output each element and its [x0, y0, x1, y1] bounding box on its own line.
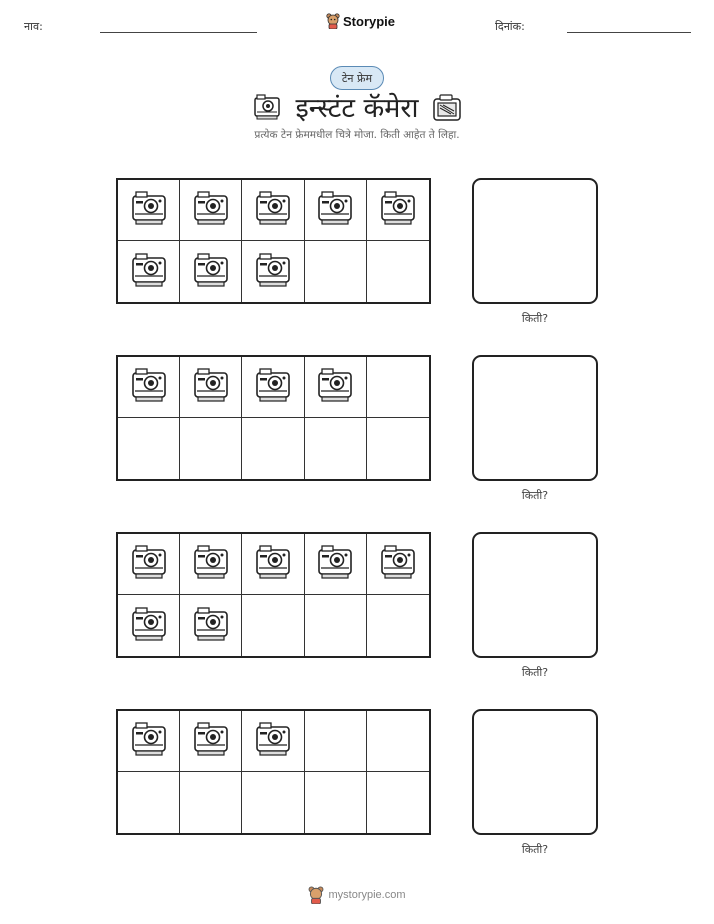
answer-box-1[interactable]: [472, 178, 598, 304]
frame-cell: [367, 357, 429, 418]
frame-cell: [180, 180, 242, 241]
instant-camera-icon: [129, 606, 169, 646]
ten-frame-3: [116, 532, 431, 658]
instant-camera-icon: [191, 252, 231, 292]
instant-camera-icon: [253, 190, 293, 230]
footer-url[interactable]: mystorypie.com: [328, 889, 406, 901]
frame-cell: [118, 595, 180, 656]
frame-cell: [367, 595, 429, 656]
frame-cell: [367, 180, 429, 241]
instant-camera-icon: [129, 190, 169, 230]
frame-cell: [367, 418, 429, 479]
answer-label-1: किती?: [521, 312, 549, 325]
frame-cell: [180, 534, 242, 595]
frame-cell: [242, 241, 304, 302]
answer-label-3: किती?: [521, 666, 549, 679]
frame-cell: [242, 357, 304, 418]
brand-name: Storypie: [343, 13, 396, 29]
instant-camera-icon: [253, 721, 293, 761]
frame-cell: [180, 772, 242, 833]
ten-frame-4: [116, 709, 431, 835]
frame-cell: [242, 534, 304, 595]
frame-cell: [118, 357, 180, 418]
frame-cell: [242, 418, 304, 479]
instant-camera-icon: [253, 367, 293, 407]
frame-cell: [367, 772, 429, 833]
frame-cell: [118, 241, 180, 302]
page-title: इन्स्टंट कॅमेरा: [295, 93, 419, 124]
frame-cell: [367, 534, 429, 595]
date-label: दिनांक:: [495, 20, 525, 33]
frame-cell: [305, 241, 367, 302]
frame-cell: [305, 595, 367, 656]
frame-cell: [367, 241, 429, 302]
answer-box-2[interactable]: [472, 355, 598, 481]
frame-cell: [118, 418, 180, 479]
frame-cell: [180, 418, 242, 479]
instant-camera-icon: [191, 544, 231, 584]
frame-cell: [242, 595, 304, 656]
frame-cell: [118, 772, 180, 833]
answer-label-4: किती?: [521, 843, 549, 856]
ten-frame-badge: टेन फ्रेम: [330, 66, 384, 90]
frame-cell: [242, 180, 304, 241]
instant-camera-icon: [315, 544, 355, 584]
answer-label-2: किती?: [521, 489, 549, 502]
answer-box-4[interactable]: [472, 709, 598, 835]
instructions: प्रत्येक टेन फ्रेममधील चित्रे मोजा. किती आहेत ते लिहा.: [254, 129, 460, 141]
ten-frame-2: [116, 355, 431, 481]
film-camera-icon: [432, 93, 462, 123]
date-line[interactable]: [567, 32, 691, 33]
frame-cell: [118, 534, 180, 595]
frame-cell: [242, 711, 304, 772]
instant-camera-icon: [129, 252, 169, 292]
name-label: नाव:: [24, 20, 43, 33]
instant-camera-icon: [253, 252, 293, 292]
frame-cell: [305, 534, 367, 595]
frame-cell: [305, 418, 367, 479]
bear-mascot-icon: [308, 886, 324, 904]
frame-cell: [118, 711, 180, 772]
instant-camera-icon: [253, 544, 293, 584]
instant-camera-icon: [191, 367, 231, 407]
instant-camera-icon: [315, 367, 355, 407]
frame-cell: [305, 357, 367, 418]
instant-camera-icon: [191, 721, 231, 761]
instant-camera-icon: [129, 544, 169, 584]
frame-cell: [180, 241, 242, 302]
frame-cell: [180, 595, 242, 656]
frame-cell: [118, 180, 180, 241]
instant-camera-icon: [378, 190, 418, 230]
frame-cell: [305, 772, 367, 833]
frame-cell: [180, 711, 242, 772]
storypie-logo: [326, 13, 395, 29]
instant-camera-icon: [378, 544, 418, 584]
bear-mascot-icon: [326, 13, 340, 29]
ten-frame-1: [116, 178, 431, 304]
answer-box-3[interactable]: [472, 532, 598, 658]
name-line[interactable]: [100, 32, 257, 33]
footer: [0, 886, 714, 904]
instant-camera-icon: [129, 367, 169, 407]
frame-cell: [180, 357, 242, 418]
instant-camera-icon: [315, 190, 355, 230]
frame-cell: [242, 772, 304, 833]
instant-camera-icon: [129, 721, 169, 761]
frame-cell: [305, 180, 367, 241]
instant-camera-icon: [191, 190, 231, 230]
frame-cell: [367, 711, 429, 772]
instant-camera-icon: [191, 606, 231, 646]
frame-cell: [305, 711, 367, 772]
